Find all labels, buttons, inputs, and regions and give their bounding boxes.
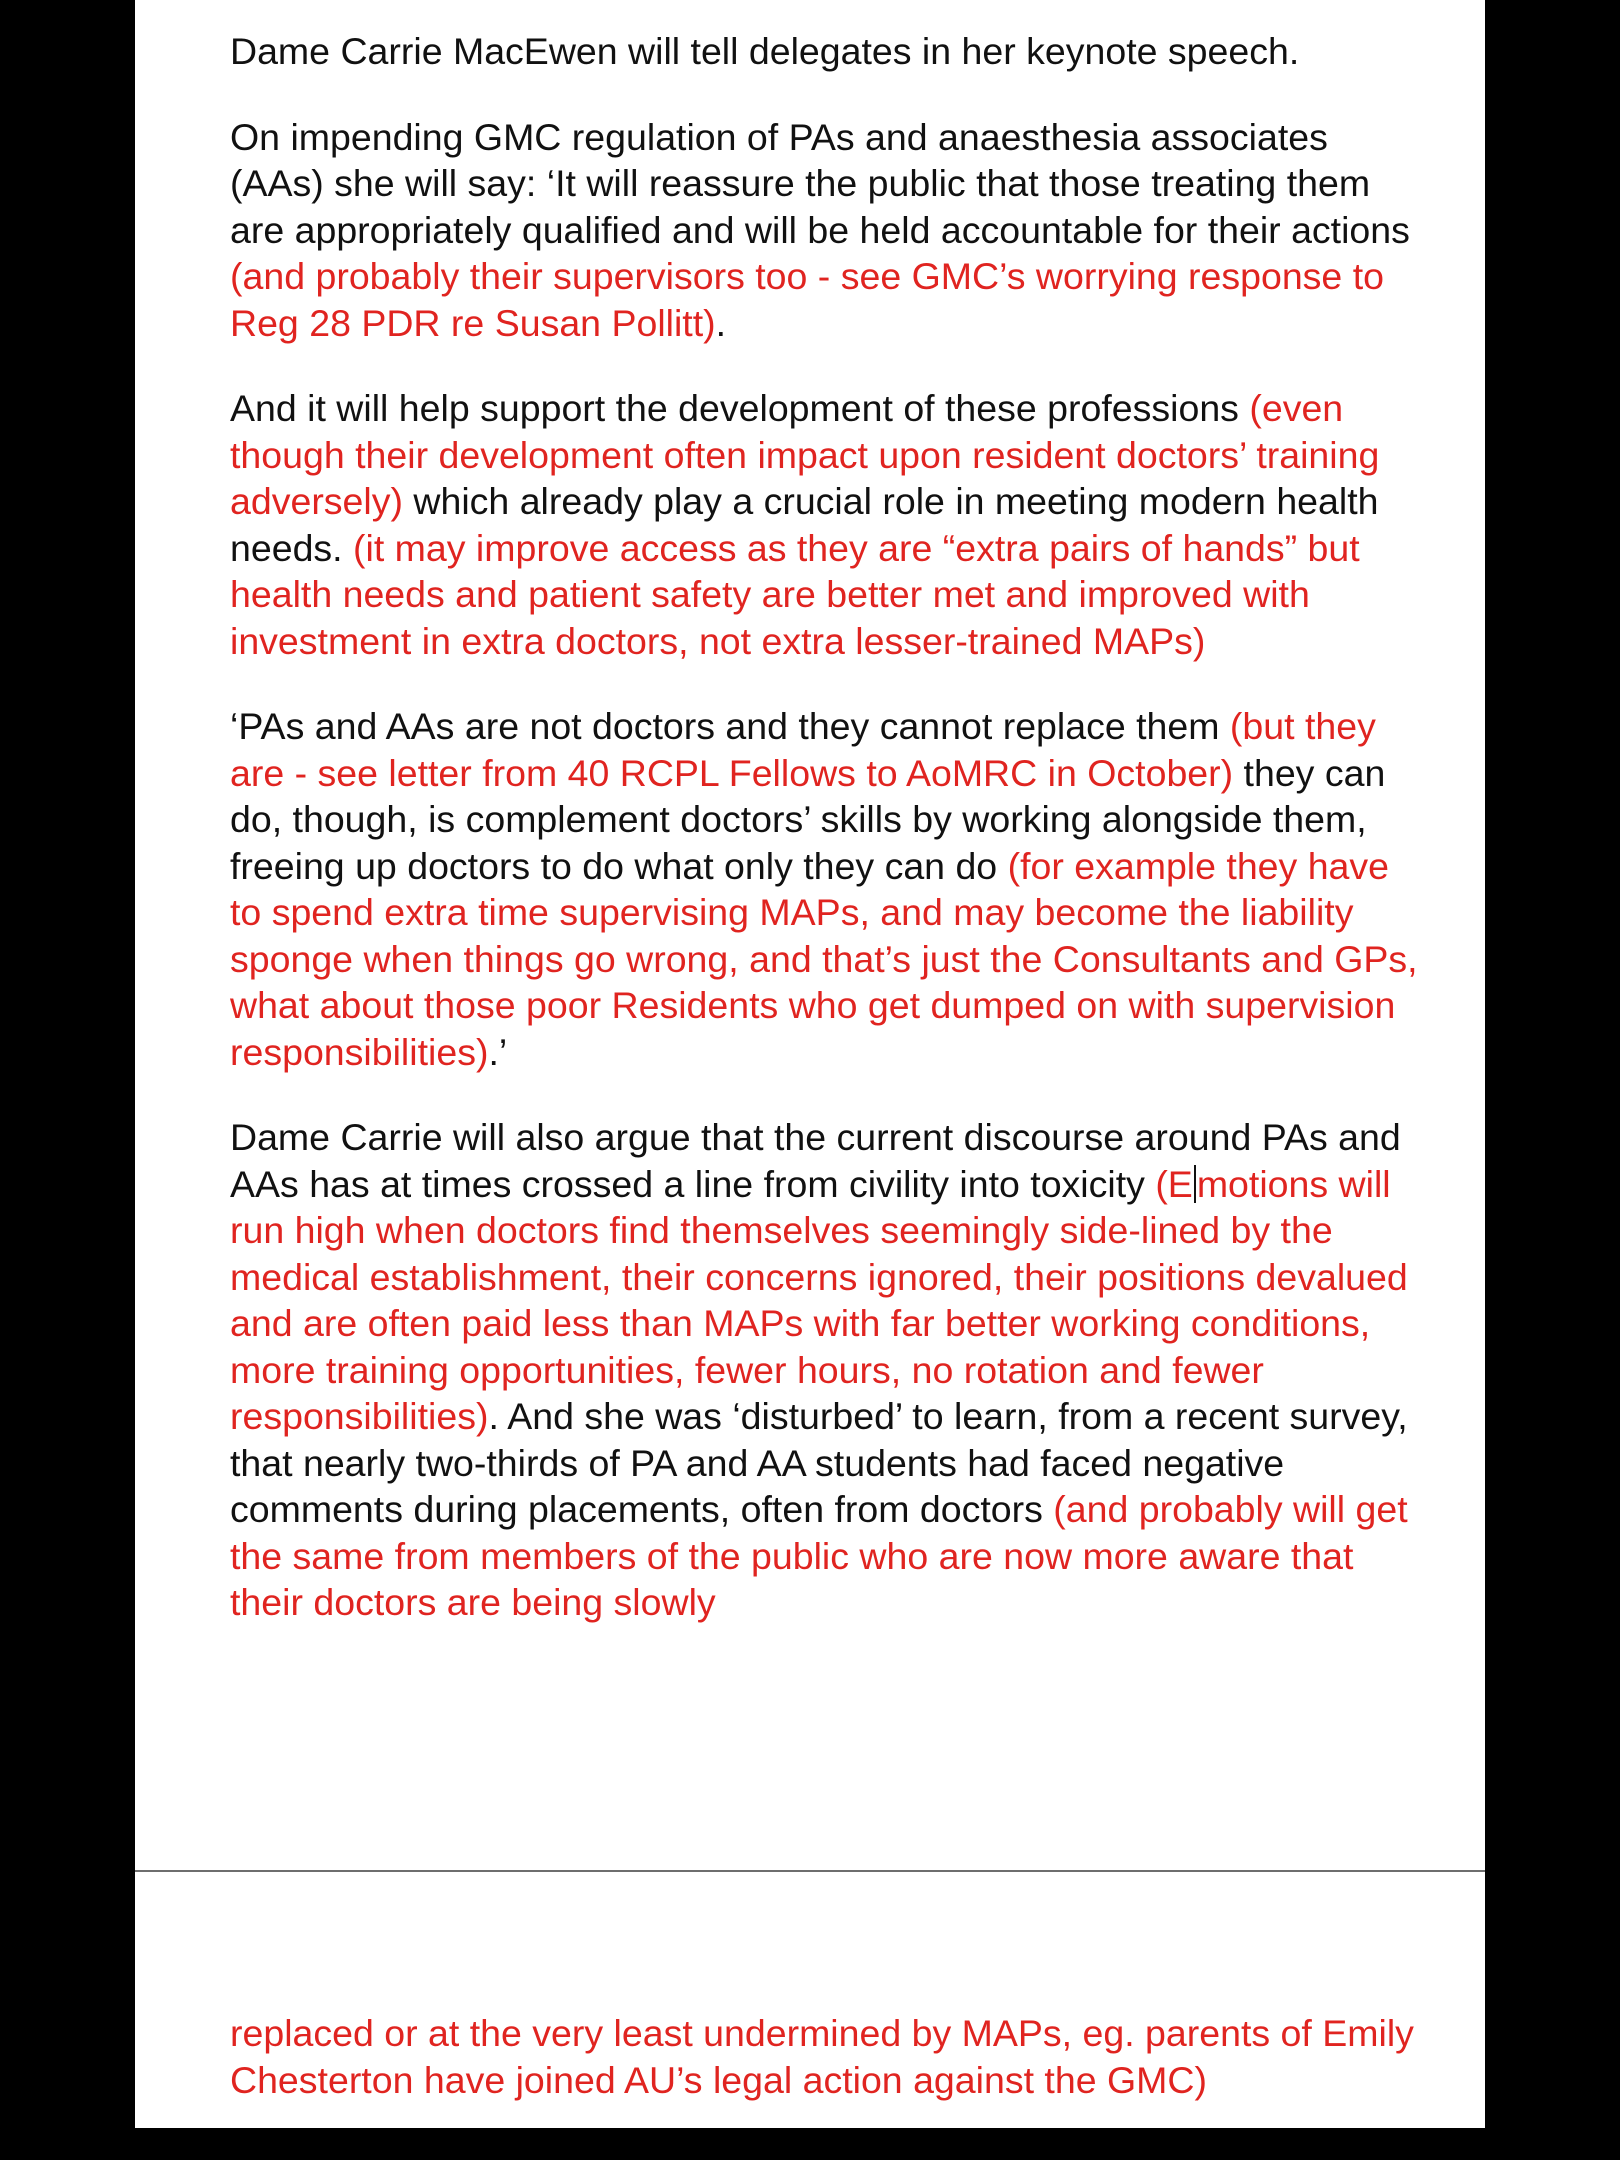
- paragraph-4: [230, 703, 1423, 1075]
- annotation-text: (for example they have to spend extra time supervising MAPs, and may become the liability sponge when things go wrong, and that’s just the Consultants and GPs, what about those poor Residents who get dumped on with supervision responsibilities): [230, 844, 1418, 1073]
- body-text: .’: [488, 1030, 508, 1073]
- body-text: ‘PAs and AAs are not doctors and they cannot replace them: [230, 705, 1230, 747]
- annotation-text: (and probably will get the same from members of the public who are now more aware that their doctors are being slowly: [230, 1488, 1408, 1623]
- document-page-2: [135, 1872, 1485, 2128]
- paragraph-5: [230, 1114, 1423, 1626]
- annotation-text: (even though their development often impact upon resident doctors’ training adversely): [230, 387, 1380, 522]
- body-text: Dame Carrie will also argue that the current discourse around PAs and AAs has at times crossed a line from civility into toxicity: [230, 1116, 1401, 1205]
- annotation-text: motions will run high when doctors find themselves seemingly side-lined by the medical establishment, their concerns ignored, their positions devalued and are often paid less than MAPs with far better working conditions, more training opportunities, fewer hours, no rotation and fewer responsibilities): [230, 1162, 1408, 1437]
- text-cursor: [1194, 1165, 1196, 1203]
- annotation-text: (E: [1155, 1162, 1193, 1205]
- body-text: which already play a crucial role in meeting modern health needs.: [230, 480, 1379, 569]
- paragraph-2: [230, 114, 1423, 347]
- body-text: they can do, though, is complement doctors’ skills by working alongside them, freeing up doctors to do what only they can do: [230, 751, 1386, 887]
- body-text: .: [715, 301, 727, 344]
- paragraph-3: [230, 385, 1423, 664]
- annotation-text: (but they are - see letter from 40 RCPL Fellows to AoMRC in October): [230, 705, 1376, 794]
- annotation-text: replaced or at the very least undermined by MAPs, eg. parents of Emily Chesterton have joined AU’s legal action against the GMC): [230, 2012, 1414, 2101]
- body-text: Dame Carrie MacEwen will tell delegates in her keynote speech.: [230, 30, 1300, 72]
- paragraph-1: [230, 28, 1423, 75]
- body-text: And it will help support the development of these professions: [230, 387, 1250, 429]
- document-page-1: [135, 0, 1485, 1870]
- annotation-text: (and probably their supervisors too - see GMC’s worrying response to Reg 28 PDR re Susan Pollitt): [230, 255, 1384, 344]
- body-text: . And she was ‘disturbed’ to learn, from a recent survey, that nearly two-thirds of PA and AA students had faced negative comments during placements, often from doctors: [230, 1395, 1408, 1530]
- annotation-text: (it may improve access as they are “extra pairs of hands” but health needs and patient safety are better met and improved with investment in extra doctors, not extra lesser-trained MAPs): [230, 526, 1360, 662]
- paragraph-continued: [230, 2010, 1423, 2103]
- body-text: On impending GMC regulation of PAs and anaesthesia associates (AAs) she will say: ‘It will reassure the public that those treating them are appropriately qualified and will be held accountable for their actions: [230, 115, 1410, 251]
